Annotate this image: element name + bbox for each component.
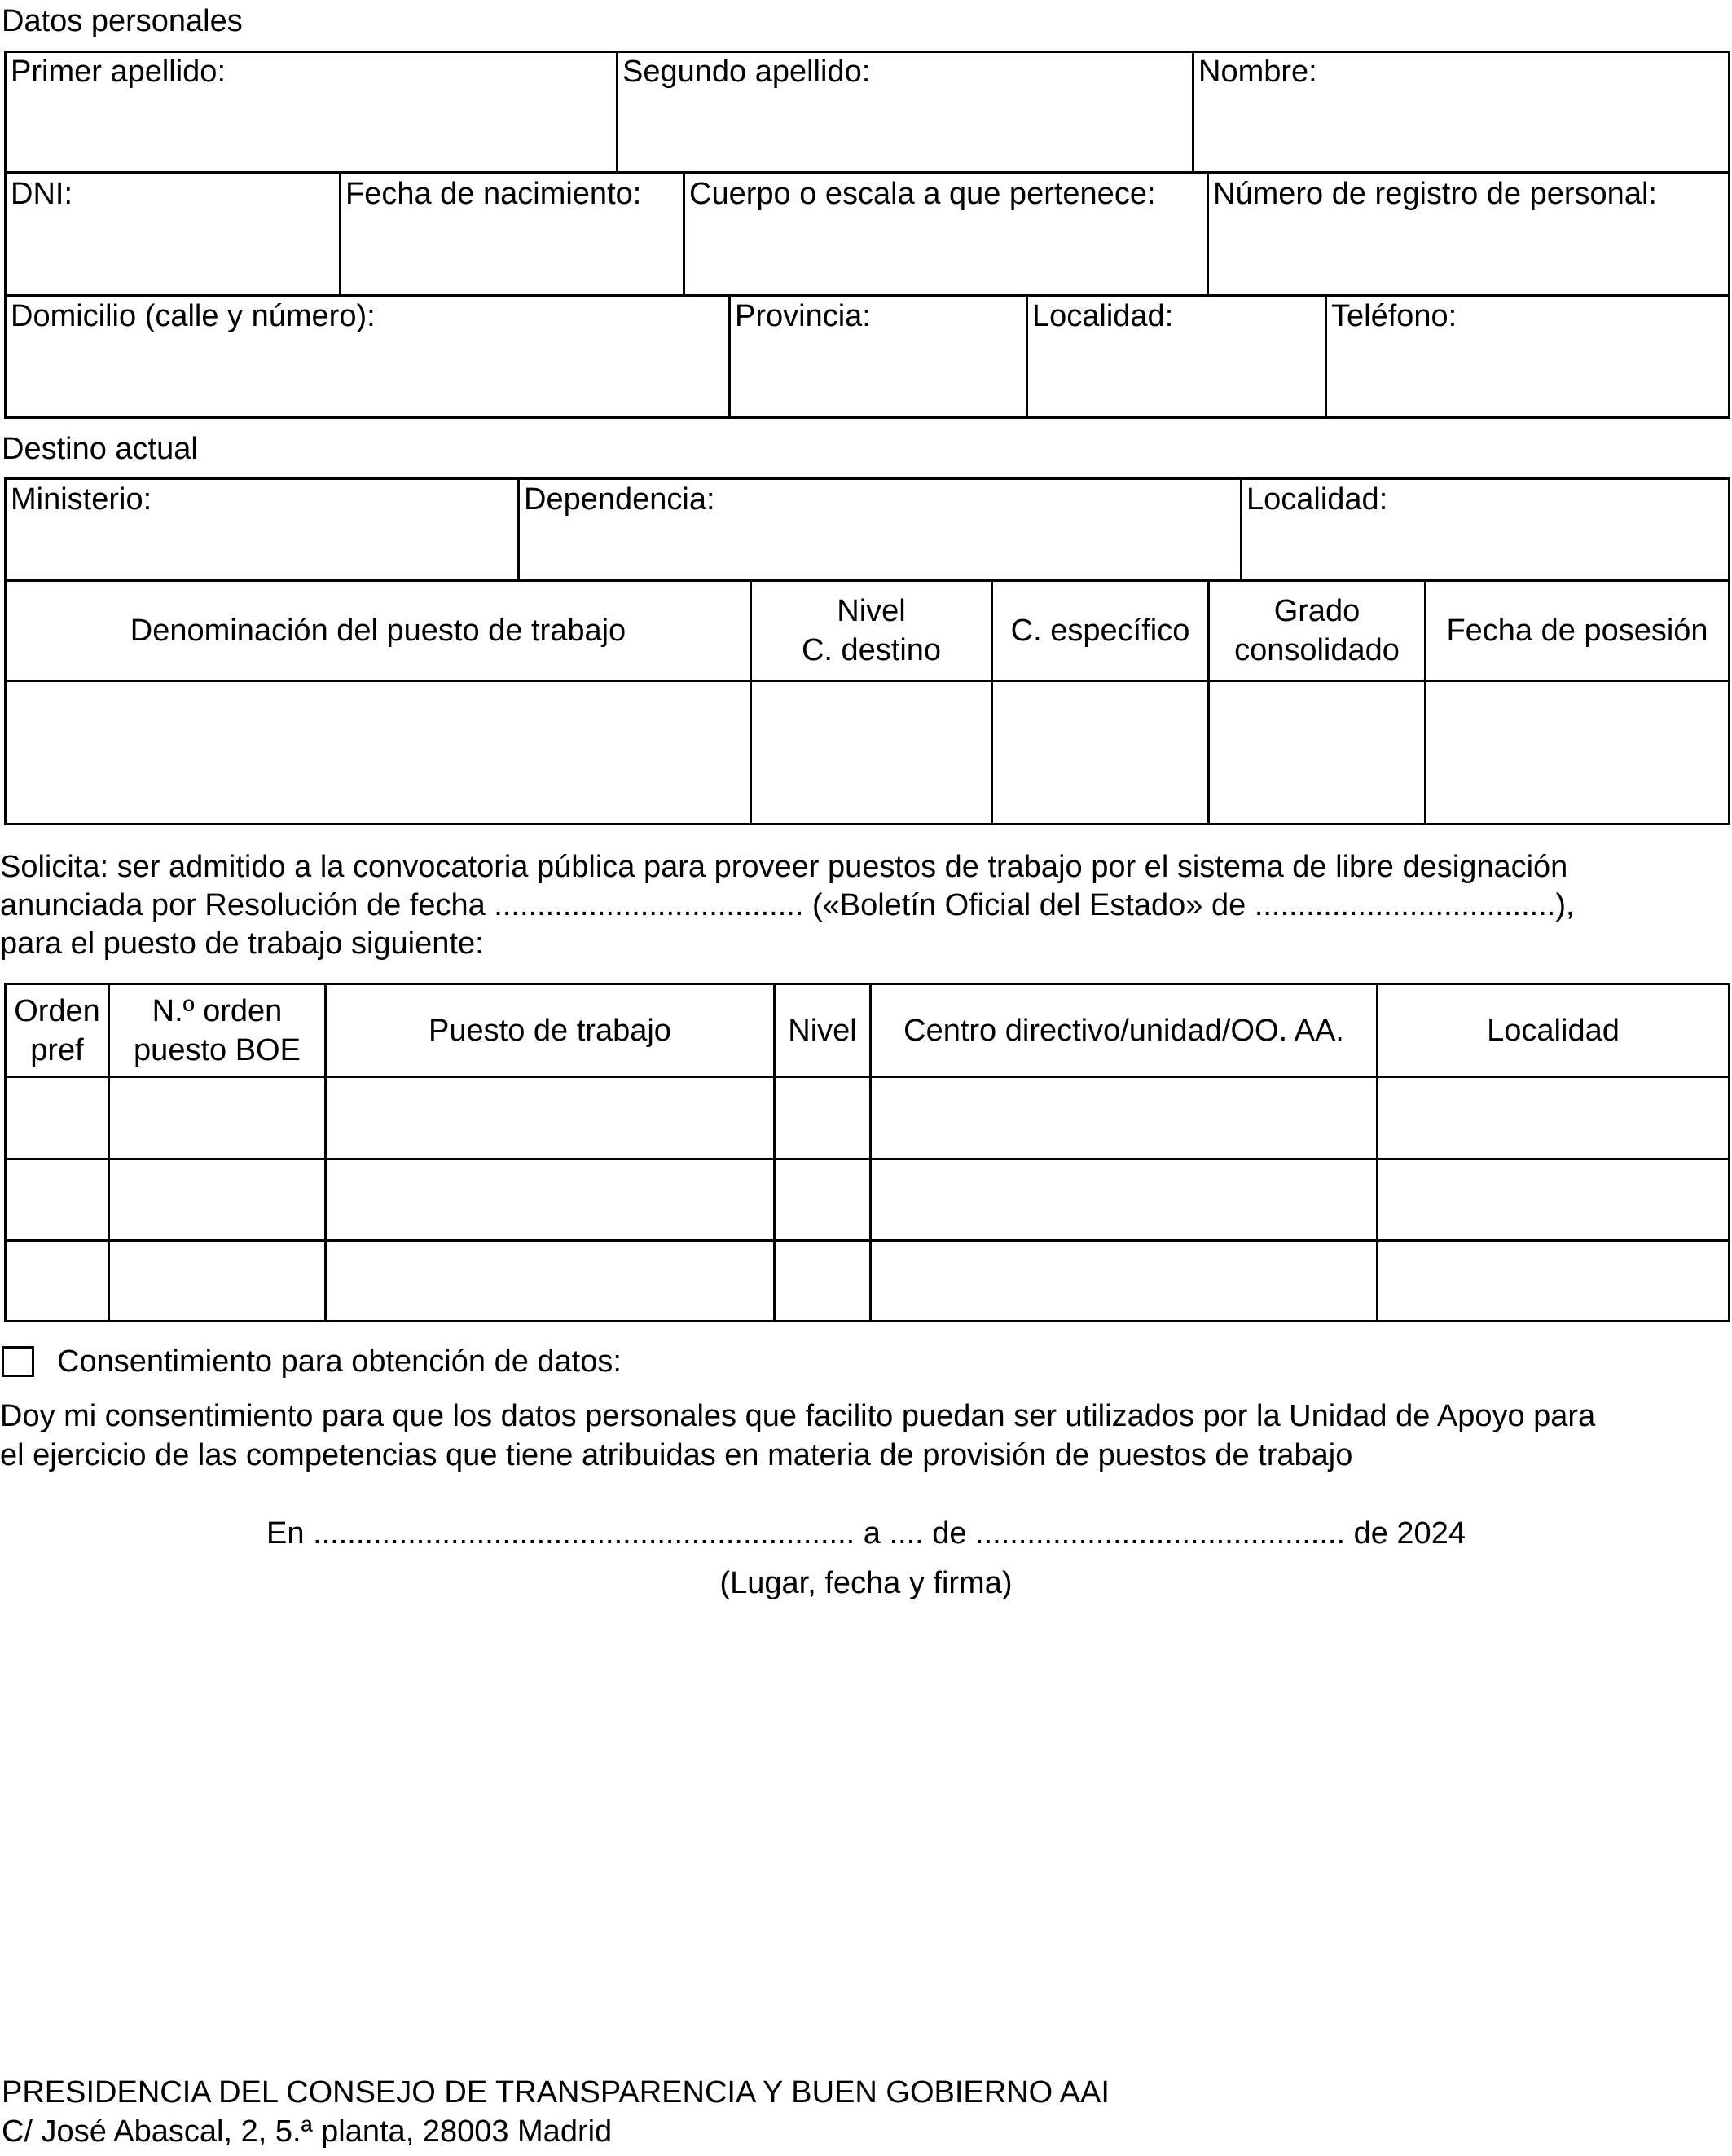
header-c-especifico-text: C. específico xyxy=(1010,614,1190,648)
table-row[interactable] xyxy=(7,1242,1728,1320)
header-nivel-puesto-text: Nivel xyxy=(788,1013,857,1048)
grado-consolidado-field[interactable] xyxy=(1210,682,1424,823)
telefono-label: Teléfono: xyxy=(1331,299,1457,333)
table-row[interactable] xyxy=(7,1078,1728,1158)
header-pref-text: pref xyxy=(30,1032,84,1067)
header-nivel-destino xyxy=(752,582,991,680)
header-orden-text: Orden xyxy=(14,993,100,1028)
dni-label: DNI: xyxy=(11,177,73,211)
dependencia-label: Dependencia: xyxy=(524,482,715,517)
localidad-label: Localidad: xyxy=(1032,299,1174,333)
header-fecha-posesion xyxy=(1426,582,1728,680)
provincia-label: Provincia: xyxy=(735,299,871,333)
header-denominacion-text: Denominación del puesto de trabajo xyxy=(130,614,626,648)
primer-apellido-label: Primer apellido: xyxy=(11,55,226,89)
header-centro-directivo-text: Centro directivo/unidad/OO. AA. xyxy=(903,1013,1344,1048)
header-c-destino-text: C. destino xyxy=(801,633,942,667)
header-puesto-trabajo xyxy=(327,985,773,1076)
section-heading-destino-actual: Destino actual xyxy=(2,432,198,466)
header-nivel-text: Nivel xyxy=(837,594,906,628)
solicita-line-3: para el puesto de trabajo siguiente: xyxy=(0,926,484,961)
header-grado-text: Grado xyxy=(1273,594,1361,628)
section-heading-datos-personales: Datos personales xyxy=(2,4,243,38)
header-grado-consolidado xyxy=(1210,582,1424,680)
consent-checkbox[interactable] xyxy=(2,1346,34,1377)
nivel-destino-field[interactable] xyxy=(752,682,991,823)
signature-caption: (Lugar, fecha y firma) xyxy=(719,1566,1013,1600)
segundo-apellido-label: Segundo apellido: xyxy=(622,55,871,89)
header-orden-boe xyxy=(110,985,324,1076)
header-puesto-boe-text: puesto BOE xyxy=(134,1032,301,1067)
header-nivel xyxy=(776,985,869,1076)
fecha-nacimiento-label: Fecha de nacimiento: xyxy=(345,177,642,211)
header-localidad xyxy=(1378,985,1728,1076)
ministerio-label: Ministerio: xyxy=(11,482,152,517)
table-row[interactable] xyxy=(7,1160,1728,1239)
header-localidad-text: Localidad xyxy=(1487,1013,1620,1048)
cuerpo-escala-label: Cuerpo o escala a que pertenece: xyxy=(689,177,1156,211)
header-puesto-trabajo-text: Puesto de trabajo xyxy=(429,1013,671,1048)
domicilio-label: Domicilio (calle y número): xyxy=(11,299,376,333)
nombre-label: Nombre: xyxy=(1198,55,1317,89)
header-c-especifico xyxy=(993,582,1207,680)
fecha-posesion-field[interactable] xyxy=(1426,682,1728,823)
header-denominacion xyxy=(7,582,750,680)
header-centro-directivo xyxy=(872,985,1376,1076)
consent-checkbox-label: Consentimiento para obtención de datos: xyxy=(57,1344,622,1379)
header-orden-pref xyxy=(7,985,108,1076)
header-consolidado-text: consolidado xyxy=(1234,633,1400,667)
solicita-line-1: Solicita: ser admitido a la convocatoria pública para proveer puestos de trabajo por el sistema de libre designación xyxy=(0,850,1568,884)
footer-address: C/ José Abascal, 2, 5.ª planta, 28003 Madrid xyxy=(2,2114,613,2149)
destino-localidad-label: Localidad: xyxy=(1246,482,1388,517)
registro-personal-label: Número de registro de personal: xyxy=(1213,177,1657,211)
header-n-orden-text: N.º orden xyxy=(152,993,283,1028)
header-fecha-posesion-text: Fecha de posesión xyxy=(1446,614,1708,648)
consent-text-line-1: Doy mi consentimiento para que los datos personales que facilito puedan ser utilizados por la Unidad de Apoyo para xyxy=(0,1399,1596,1433)
solicita-line-2: anunciada por Resolución de fecha .................................... («Boletín Oficial del Estado» de ...................................), xyxy=(0,888,1575,922)
denominacion-field[interactable] xyxy=(7,682,750,823)
c-especifico-field[interactable] xyxy=(993,682,1207,823)
signature-line: En ............................................................... a .... de ........................................... de 2024 xyxy=(266,1516,1466,1551)
footer-organization: PRESIDENCIA DEL CONSEJO DE TRANSPARENCIA Y BUEN GOBIERNO AAI xyxy=(2,2075,1110,2110)
consent-text-line-2: el ejercicio de las competencias que tiene atribuidas en materia de provisión de puestos de trabajo xyxy=(0,1438,1353,1472)
